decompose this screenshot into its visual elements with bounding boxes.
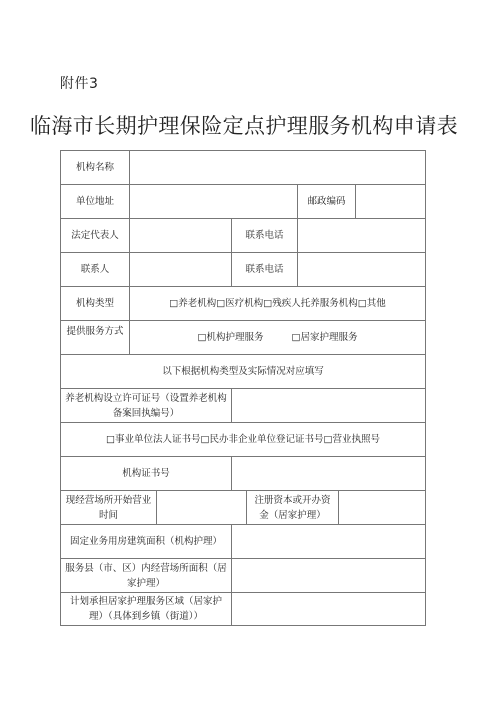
application-table (60, 150, 426, 626)
attachment-label: 附件3 (60, 76, 99, 92)
row-cert-types (61, 423, 425, 457)
field-legal-rep[interactable] (129, 219, 231, 252)
field-service-region[interactable] (231, 593, 425, 625)
label-unit-address: 单位地址 (75, 196, 114, 207)
row-cert-number (61, 457, 425, 491)
row-legal-rep (61, 219, 425, 253)
row-elder-license (61, 389, 425, 423)
row-start-capital (61, 491, 425, 525)
field-start-time[interactable] (156, 491, 246, 524)
institution-type-checkboxes[interactable]: □养老机构□医疗机构□残疾人托养服务机构□其他 (129, 287, 425, 320)
row-fill-note (61, 355, 425, 389)
row-address (61, 185, 425, 219)
label-contact-phone: 联系电话 (231, 219, 297, 252)
label-institution-type: 机构类型 (75, 298, 114, 309)
field-county-area[interactable] (231, 559, 425, 592)
cert-type-checkboxes[interactable]: □事业单位法人证书号□民办非企业单位登记证书号□营业执照号 (106, 434, 380, 445)
field-capital[interactable] (338, 491, 425, 524)
field-contact-person[interactable] (129, 253, 231, 286)
label-capital: 注册资本或开办资金（居家护理） (246, 491, 338, 524)
field-contact-phone-2[interactable] (297, 253, 425, 286)
row-building-area (61, 525, 425, 559)
label-county-area: 服务县（市、区）内经营场所面积（居家护理） (65, 562, 227, 589)
row-service-mode (61, 321, 425, 355)
label-institution-name: 机构名称 (75, 162, 114, 173)
label-legal-rep: 法定代表人 (71, 230, 119, 241)
row-institution-name (61, 151, 425, 185)
label-building-area: 固定业务用房建筑面积（机构护理） (69, 536, 222, 547)
label-postal-code: 邮政编码 (297, 185, 355, 218)
row-county-area (61, 559, 425, 593)
field-building-area[interactable] (231, 525, 425, 558)
checkbox-home-care[interactable]: □居家护理服务 (291, 332, 358, 343)
fill-note: 以下根据机构类型及实际情况对应填写 (162, 366, 324, 377)
checkbox-institution-care[interactable]: □机构护理服务 (197, 332, 264, 343)
row-service-region (61, 593, 425, 625)
label-cert-number: 机构证书号 (122, 468, 170, 479)
field-elder-license[interactable] (231, 389, 425, 422)
field-institution-name[interactable] (129, 151, 425, 184)
label-service-mode: 提供服务方式 (66, 326, 124, 337)
label-contact-phone-2: 联系电话 (231, 253, 297, 286)
row-institution-type (61, 287, 425, 321)
field-unit-address[interactable] (129, 185, 297, 218)
service-mode-options (129, 321, 425, 354)
field-cert-number[interactable] (231, 457, 425, 490)
label-service-region: 计划承担居家护理服务区域（居家护理）（具体到乡镇（街道）） (69, 596, 222, 622)
label-start-time: 现经营场所开始营业时间 (65, 494, 152, 521)
label-contact-person: 联系人 (80, 264, 110, 275)
form-title: 临海市长期护理保险定点护理服务机构申请表 (30, 114, 458, 138)
field-contact-phone[interactable] (297, 219, 425, 252)
row-contact-person (61, 253, 425, 287)
label-elder-license: 养老机构设立许可证号（设置养老机构备案回执编号） (65, 392, 227, 419)
field-postal-code[interactable] (355, 185, 425, 218)
